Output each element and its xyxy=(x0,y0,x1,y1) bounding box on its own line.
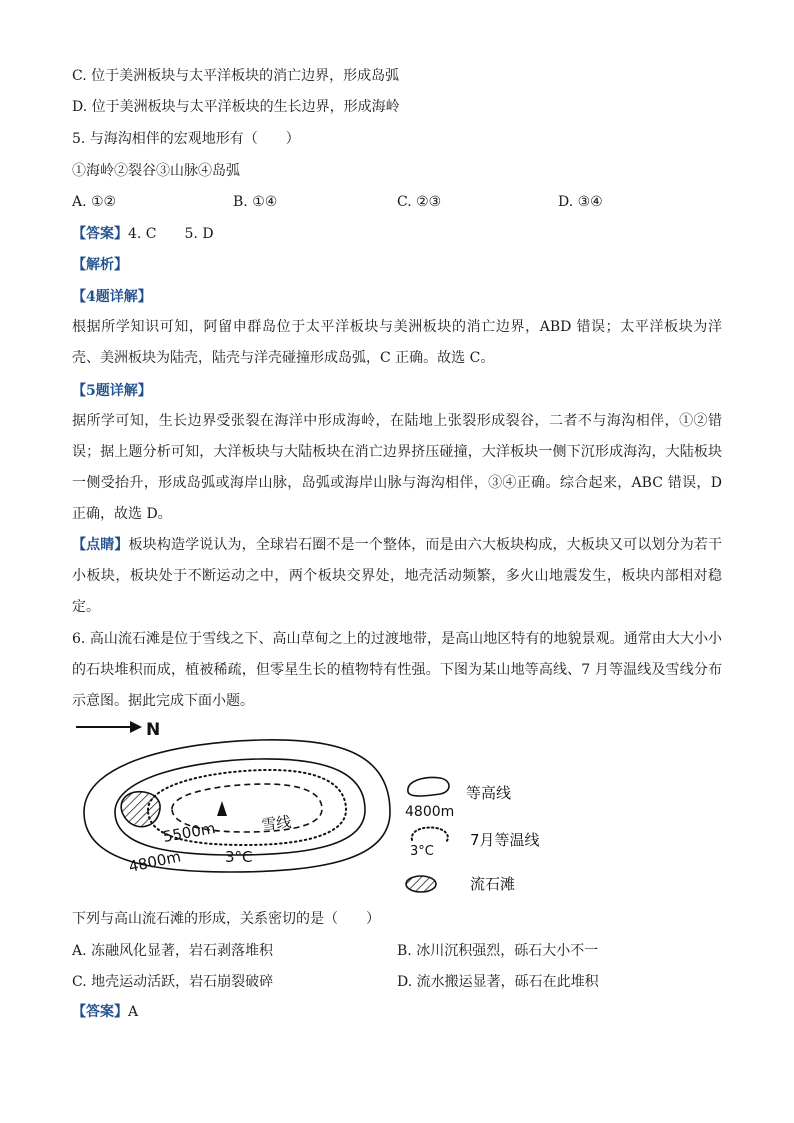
peak-icon xyxy=(217,801,227,816)
north-arrow xyxy=(76,721,142,733)
answer-line-2 xyxy=(72,1002,138,1022)
contour-map-figure xyxy=(60,712,560,907)
q6-option-b: B. 冰川沉积强烈，砾石大小不一 xyxy=(397,943,599,959)
q6-option-c: C. 地壳运动活跃，岩石崩裂破碎 xyxy=(72,974,274,990)
contour-5500-label: 5500m xyxy=(161,819,217,846)
q5-items: ①海岭②裂谷③山脉④岛弧 xyxy=(72,163,240,179)
q5-option-c: C. ②③ xyxy=(397,194,442,210)
scree-patch xyxy=(121,792,160,827)
comment-text: 板块构造学说认为，全球岩石圈不是一个整体，而是由六大板块构成，大板块又可以划分为若干小板块，板块处于不断运动之中，两个板块交界处，地壳活动频繁，多火山地震发生，板块内部相对稳定。 xyxy=(72,537,723,615)
isotherm-label: 3°C xyxy=(225,848,253,866)
legend-isotherm-name: 7月等温线 xyxy=(470,831,540,849)
detail5-tag: 【5题详解】 xyxy=(72,383,152,399)
legend-scree-icon xyxy=(406,876,436,892)
answer2-tag: 【答案】 xyxy=(72,1004,128,1020)
answer-line-1 xyxy=(72,224,214,244)
legend-contour-value: 4800m xyxy=(405,804,455,820)
snow-line-label: 雪线 xyxy=(260,812,293,834)
detail5-text: 据所学可知，生长边界受张裂在海洋中形成海岭，在陆地上张裂形成裂谷，二者不与海沟相伴，①②错误；据上题分析可知，大洋板块与大陆板块在消亡边界挤压碰撞，大洋板块一侧下沉形成海沟，大陆板块一侧受抬升，形成岛弧或海岸山脉，岛弧或海岸山脉与海沟相伴，③④正确。综合起来，ABC 错误，D 正确，故选 D。 xyxy=(72,413,722,522)
q6-option-a: A. 冻融风化显著，岩石剥落堆积 xyxy=(72,943,274,959)
legend-contour-name: 等高线 xyxy=(466,784,512,802)
q5-stem: 5. 与海沟相伴的宏观地形有（ ） xyxy=(72,131,300,147)
legend-isotherm-icon xyxy=(412,828,448,843)
analysis-tag: 【解析】 xyxy=(72,257,128,273)
legend-contour-icon xyxy=(408,778,449,796)
legend-isotherm-value: 3°C xyxy=(410,844,434,859)
north-label: N xyxy=(146,720,161,740)
legend xyxy=(405,778,540,893)
q5-option-b: B. ①④ xyxy=(233,194,278,210)
q6-option-d: D. 流水搬运显著，砾石在此堆积 xyxy=(397,974,599,990)
comment-paragraph xyxy=(72,530,722,623)
comment-tag: 【点睛】 xyxy=(72,537,129,553)
q4-option-c: C. 位于美洲板块与太平洋板块的消亡边界，形成岛弧 xyxy=(72,68,400,84)
q6-stem: 6. 高山流石滩是位于雪线之下、高山草甸之上的过渡地带，是高山地区特有的地貌景观。通常由大大小小的石块堆积而成，植被稀疏，但零星生长的植物特有性强。下图为某山地等高线、7 月等温线及雪线分布示意图。据此完成下面小题。 xyxy=(72,631,722,709)
answer2-text: A xyxy=(128,1004,139,1020)
q6-sub-stem: 下列与高山流石滩的形成，关系密切的是（ ） xyxy=(72,911,380,927)
answer-tag: 【答案】 xyxy=(72,226,128,242)
detail4-text: 根据所学知识可知，阿留申群岛位于太平洋板块与美洲板块的消亡边界，ABD 错误；太平洋板块为洋壳、美洲板块为陆壳，陆壳与洋壳碰撞形成岛弧，C 正确。故选 C。 xyxy=(72,319,722,366)
q4-option-d: D. 位于美洲板块与太平洋板块的生长边界，形成海岭 xyxy=(72,99,400,115)
q5-option-a: A. ①② xyxy=(72,194,117,210)
q5-option-d: D. ③④ xyxy=(558,194,603,210)
detail4-tag: 【4题详解】 xyxy=(72,289,152,305)
contour-4800-label: 4800m xyxy=(127,847,183,876)
legend-scree-name: 流石滩 xyxy=(470,875,516,893)
answer-text: 4. C 5. D xyxy=(128,226,214,242)
